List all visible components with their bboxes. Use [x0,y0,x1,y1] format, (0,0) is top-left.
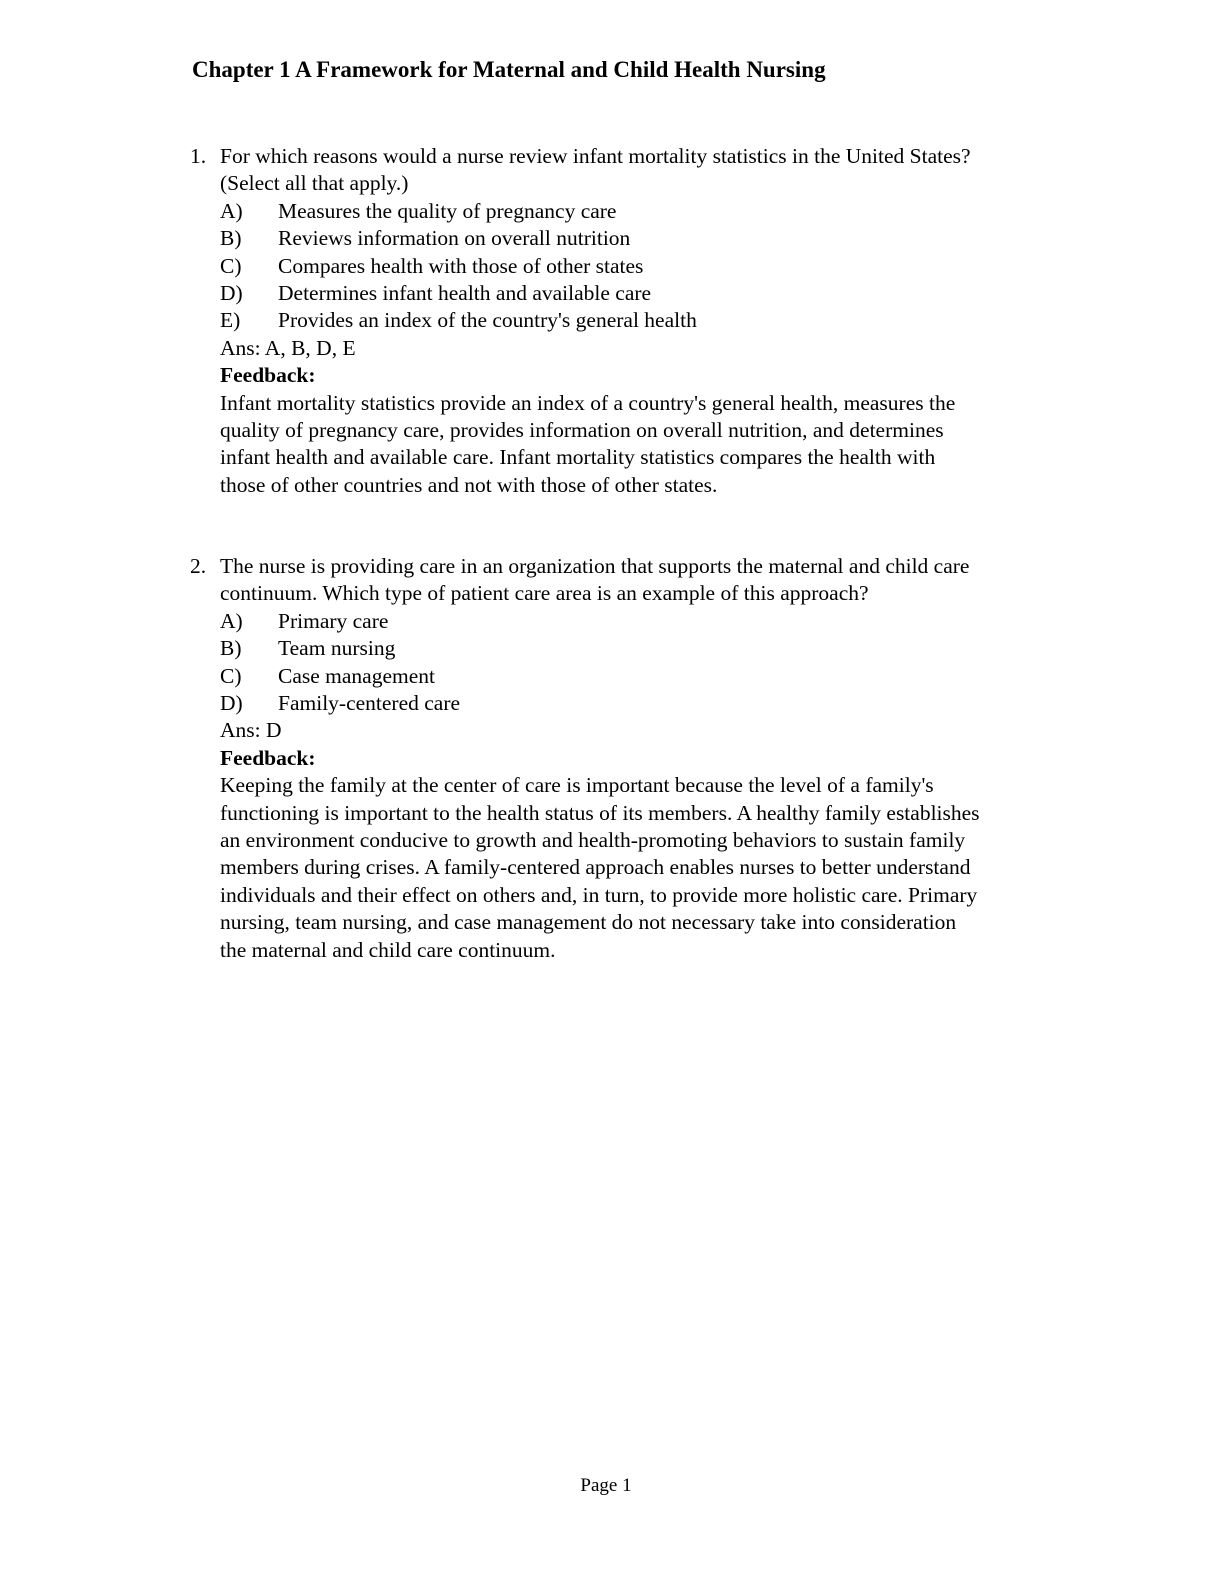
question-number: 2. [190,554,207,578]
question-stem-continuation: (Select all that apply.) [220,171,409,196]
option-letter: D) [220,691,243,716]
chapter-title: Chapter 1 A Framework for Maternal and Child Health Nursing [192,57,826,82]
feedback-line: infant health and available care. Infant mortality statistics compares the health with [220,445,936,470]
option-text: Measures the quality of pregnancy care [278,198,617,223]
option-letter: A) [220,608,243,633]
option-text: Determines infant health and available care [278,281,652,306]
question-stem: For which reasons would a nurse review infant mortality statistics in the United States? [220,144,971,168]
option-letter: B) [220,226,242,251]
question-stem-continuation: continuum. Which type of patient care area is an example of this approach? [220,581,869,606]
page-number: Page 1 [580,1475,632,1496]
option-text: Reviews information on overall nutrition [278,226,631,251]
question-number: 1. [190,144,207,168]
feedback-text [220,390,1070,500]
answer-option-d [220,690,1070,717]
answer-option-a [220,608,1070,635]
feedback-line: nursing, team nursing, and case management do not necessary take into consideration [220,910,957,935]
question-stem-line [190,553,1070,580]
option-text: Provides an index of the country's general health [278,308,697,333]
feedback-line: members during crises. A family-centered approach enables nurses to better understand [220,855,971,880]
option-letter: B) [220,636,242,661]
feedback-line: Keeping the family at the center of care is important because the level of a family's [220,773,934,798]
feedback-line: the maternal and child care continuum. [220,937,556,962]
answer-option-b [220,635,1070,662]
answer-option-d [220,280,1070,307]
answer-option-c [220,253,1070,280]
option-letter: C) [220,253,242,278]
answer-option-b [220,225,1070,252]
feedback-line: those of other countries and not with those of other states. [220,472,718,497]
feedback-line: quality of pregnancy care, provides information on overall nutrition, and determines [220,418,944,443]
option-text: Primary care [278,608,389,633]
option-text: Compares health with those of other states [278,253,644,278]
option-letter: A) [220,198,243,223]
answer-option-c [220,663,1070,690]
feedback-line: functioning is important to the health status of its members. A healthy family establishes [220,800,980,825]
feedback-line: individuals and their effect on others and, in turn, to provide more holistic care. Primary [220,882,978,907]
option-letter: E) [220,308,241,333]
answer-option-a [220,198,1070,225]
question-stem: The nurse is providing care in an organization that supports the maternal and child care [220,554,970,578]
answer-option-e [220,307,1070,334]
option-text: Case management [278,663,436,688]
answer-key: Ans: D [220,718,282,743]
option-text: Family-centered care [278,691,461,716]
feedback-label: Feedback: [220,363,316,388]
feedback-label: Feedback: [220,745,316,770]
option-letter: C) [220,663,242,688]
question-1 [190,143,1070,499]
feedback-line: an environment conducive to growth and health-promoting behaviors to sustain family [220,828,966,853]
question-2 [190,553,1070,964]
answer-key: Ans: A, B, D, E [220,335,356,360]
question-stem-line [190,143,1070,170]
feedback-text [220,772,1070,964]
option-text: Team nursing [278,636,396,661]
feedback-line: Infant mortality statistics provide an index of a country's general health, measures the [220,390,956,415]
option-letter: D) [220,281,243,306]
